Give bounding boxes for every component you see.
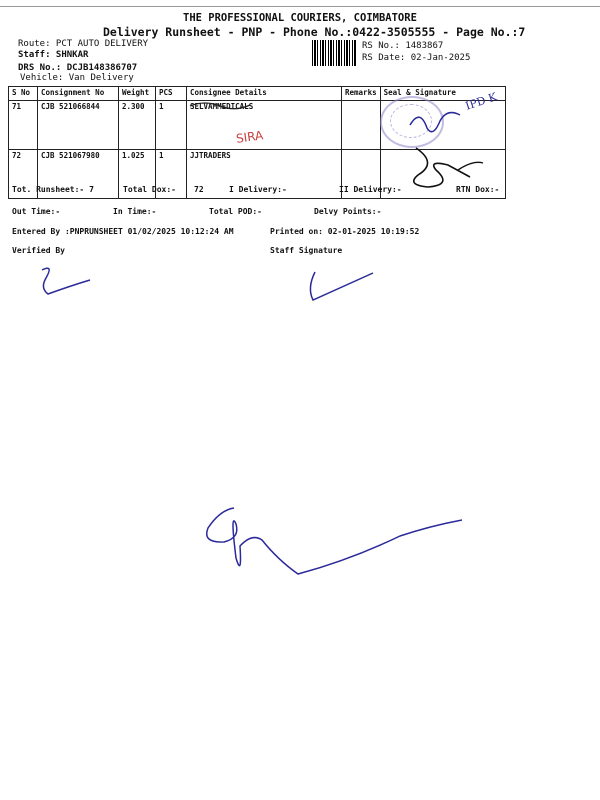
ii-delivery: II Delivery:- xyxy=(339,185,402,194)
col-sno: S No xyxy=(9,87,38,101)
rtn-dox: RTN Dox:- xyxy=(456,185,500,194)
cell-consignee: SELVAMMEDICALS xyxy=(187,101,342,150)
col-weight: Weight xyxy=(119,87,156,101)
verified-by-signature xyxy=(30,262,100,302)
printed-on: Printed on: 02-01-2025 10:19:52 xyxy=(270,227,420,236)
cell-consignment: CJB 521066844 xyxy=(38,101,119,150)
total-dox-value: 72 xyxy=(194,185,204,194)
company-title: THE PROFESSIONAL COURIERS, COIMBATORE xyxy=(183,12,417,24)
route-field: Route: PCT AUTO DELIVERY xyxy=(18,39,149,49)
strike-scribble xyxy=(180,98,270,112)
col-remarks: Remarks xyxy=(342,87,381,101)
cell-weight: 2.300 xyxy=(119,101,156,150)
drs-field: DRS No.: DCJB148386707 xyxy=(18,63,138,73)
cell-consignee: JJTRADERS xyxy=(187,150,342,199)
cell-pcs: 1 xyxy=(156,150,187,199)
rs-number: RS No.: 1483867 xyxy=(362,41,444,51)
total-dox-label: Total Dox:- xyxy=(123,185,176,194)
cell-consignment: CJB 521067980 xyxy=(38,150,119,199)
tot-runsheet: Tot. Runsheet:- 7 xyxy=(12,185,94,194)
staff-signature-label: Staff Signature xyxy=(270,246,343,255)
col-pcs: PCS xyxy=(156,87,187,101)
rs-date: RS Date: 02-Jan-2025 xyxy=(362,53,471,63)
staff-field: Staff: SHNKAR xyxy=(18,50,89,60)
barcode-image xyxy=(312,40,357,66)
col-consignee: Consignee Details xyxy=(187,87,342,101)
col-seal: Seal & Signature xyxy=(380,87,505,101)
large-signature xyxy=(200,498,470,588)
entered-by: Entered By :PNPRUNSHEET 01/02/2025 10:12:24 AM xyxy=(12,227,234,236)
vehicle-field: Vehicle: Van Delivery xyxy=(20,73,134,83)
cell-pcs: 1 xyxy=(156,101,187,150)
col-consignment: Consignment No xyxy=(38,87,119,101)
staff-signature xyxy=(295,268,385,308)
cell-sno: 72 xyxy=(9,150,38,199)
out-time: Out Time:- xyxy=(12,207,61,216)
in-time: In Time:- xyxy=(113,207,157,216)
seal-handwriting: IPD K xyxy=(463,90,499,113)
row1-signature xyxy=(405,103,465,138)
total-pod: Total POD:- xyxy=(209,207,262,216)
runsheet-subtitle: Delivery Runsheet - PNP - Phone No.:0422-3505555 - Page No.:7 xyxy=(103,25,526,39)
cell-weight: 1.025 xyxy=(119,150,156,199)
cell-sno: 71 xyxy=(9,101,38,150)
verified-by-label: Verified By xyxy=(12,246,65,255)
cell-remarks xyxy=(342,101,381,150)
handwritten-note: SIRA xyxy=(235,128,265,146)
delvy-points: Delvy Points:- xyxy=(314,207,382,216)
top-rule xyxy=(0,6,600,7)
i-delivery: I Delivery:- xyxy=(229,185,287,194)
